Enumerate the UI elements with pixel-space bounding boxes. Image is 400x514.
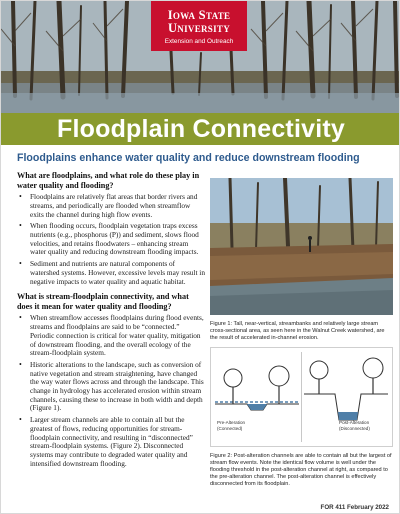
figure2-caption: Figure 2: Post-alteration channels are able to contain all but the largest of stream flow events. Note the identical flow volume is well under the flooding threshold in the post-alteration channel at right, as compared to the pre-alteration channel. The post-alteration channel is effectively disconnected from its floodplain. — [210, 453, 392, 487]
section2-list — [17, 314, 205, 468]
section1-list — [17, 193, 205, 286]
list-item: • Sediment and nutrients are natural components of watershed systems. However, excessive levels may result in negative impacts to water quality and aquatic habitat. — [17, 260, 205, 286]
streambank-illustration — [210, 178, 393, 315]
figure1-caption: Figure 1: Tall, near-vertical, streambanks and relatively large stream cross-sectional area, as seen here in the Walnut Creek watershed, are the result of accelerated in-channel erosion. — [210, 321, 385, 341]
floodplain-diagram — [210, 347, 393, 447]
title-band — [1, 113, 400, 145]
document-title: Floodplain Connectivity — [57, 114, 345, 143]
header-photo — [1, 1, 400, 113]
left-column — [17, 171, 205, 471]
pre-alteration-label: Pre-Alteration (Connected) — [217, 420, 246, 431]
section1-heading: What are floodplains, and what role do these play in water quality and flooding? — [17, 171, 200, 190]
publication-footer: FOR 411 February 2022 — [320, 504, 389, 511]
post-alteration-label: Post-Alteration (Disconnected) — [339, 420, 370, 431]
extension-name: Extension and Outreach — [164, 38, 234, 45]
cross-section-diagram — [211, 348, 392, 446]
section2-heading: What is stream-floodplain connectivity, and what does it mean for water quality and flooding? — [17, 292, 189, 311]
list-item: • Historic alterations to the landscape, such as conversion of native vegetation and stream straightening, have changed the way water flows across and through the landscape. This change in hydrology has accelerated erosion within stream channels, causing these to increase in both width and depth (Figure 1). — [17, 361, 205, 413]
list-item: • Larger stream channels are able to contain all but the greatest of flows, reducing opportunities for stream-floodplain connectivity, and resulting in “disconnected” stream-floodplain systems. (Figure 2). Disconnected systems may contribute to degraded water quality and intensified downstream flooding. — [17, 416, 205, 468]
document-subtitle: Floodplains enhance water quality and reduce downstream flooding — [17, 152, 360, 164]
university-name: Iowa State University — [167, 8, 231, 35]
list-item: • When streamflow accesses floodplains during flood events, streams and floodplains are said to be “connected.” Periodic connection is critical for water quality, mitigation of downstream flooding, and the overall ecology of the stream-floodplain system. — [17, 314, 205, 358]
streambank-photo — [210, 178, 393, 315]
isu-logo — [151, 1, 247, 51]
list-item: • When flooding occurs, floodplain vegetation traps excess nutrients (e.g., phosphorus (P)) and sediment, slows flood velocities, and retains floodwaters – enhancing stream water quality and reducing downstream flooding impacts. — [17, 222, 205, 257]
list-item: • Floodplains are relatively flat areas that border rivers and streams, and periodically are flooded when streamflow exits the channel during high flow events. — [17, 193, 205, 219]
